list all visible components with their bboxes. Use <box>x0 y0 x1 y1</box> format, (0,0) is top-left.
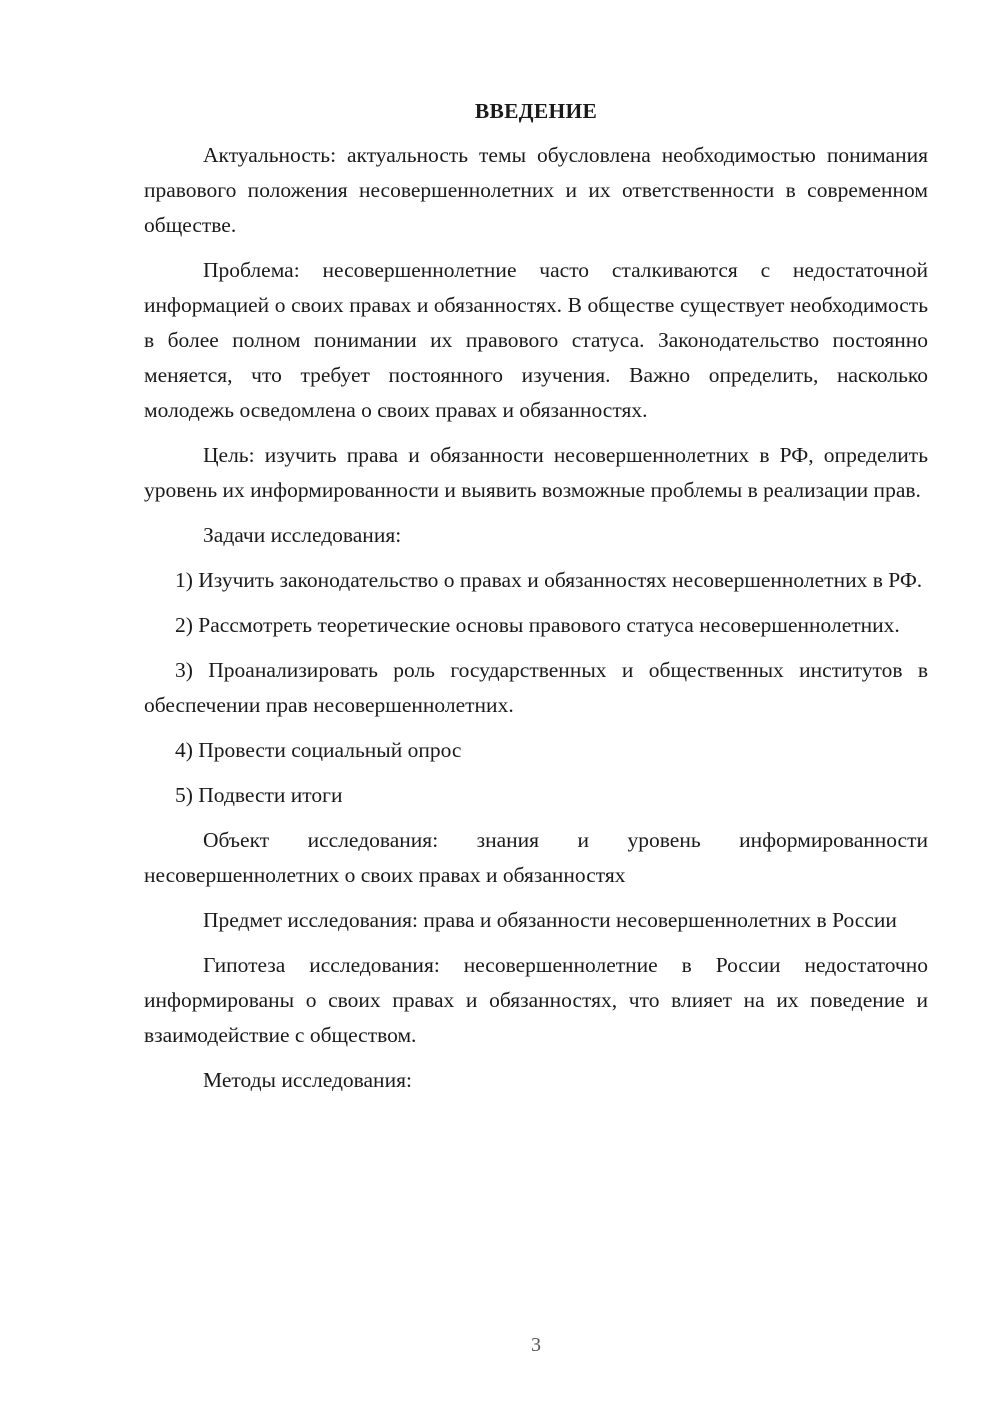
section-heading: ВВЕДЕНИЕ <box>474 99 598 123</box>
document-page <box>144 96 928 1108</box>
task-item-4: 4) Провести социальный опрос <box>175 738 462 762</box>
paragraph-problem: Проблема: несовершеннолетние часто сталкиваются с недостаточной информацией о своих правах и обязанностях. В обществе существует необходимость в более полном понимании их правового статуса. Законодательство постоянно меняется, что требует постоянного изучения. Важно определить, насколько молодежь осведомлена о своих правах и обязанностях. <box>144 258 928 422</box>
task-item-3: 3) Проанализировать роль государственных и общественных институтов в обеспечении прав несовершеннолетних. <box>144 658 928 717</box>
task-item-1: 1) Изучить законодательство о правах и обязанностях несовершеннолетних в РФ. <box>175 568 923 592</box>
tasks-heading: Задачи исследования: <box>203 523 402 547</box>
paragraph-goal: Цель: изучить права и обязанности несовершеннолетних в РФ, определить уровень их информированности и выявить возможные проблемы в реализации прав. <box>144 443 928 502</box>
task-item-5: 5) Подвести итоги <box>175 783 343 807</box>
paragraph-subject: Предмет исследования: права и обязанности несовершеннолетних в России <box>203 908 897 932</box>
paragraph-methods: Методы исследования: <box>203 1068 412 1092</box>
paragraph-hypothesis: Гипотеза исследования: несовершеннолетние в России недостаточно информированы о своих правах и обязанностях, что влияет на их поведение и взаимодействие с обществом. <box>144 953 928 1047</box>
paragraph-relevance: Актуальность: актуальность темы обусловлена необходимостью понимания правового положения несовершеннолетних и их ответственности в современном обществе. <box>144 143 928 237</box>
page-number: 3 <box>531 1334 541 1356</box>
task-item-2: 2) Рассмотреть теоретические основы правового статуса несовершеннолетних. <box>175 613 900 637</box>
paragraph-object: Объект исследования: знания и уровень информированности несовершеннолетних о своих правах и обязанностях <box>144 828 928 887</box>
